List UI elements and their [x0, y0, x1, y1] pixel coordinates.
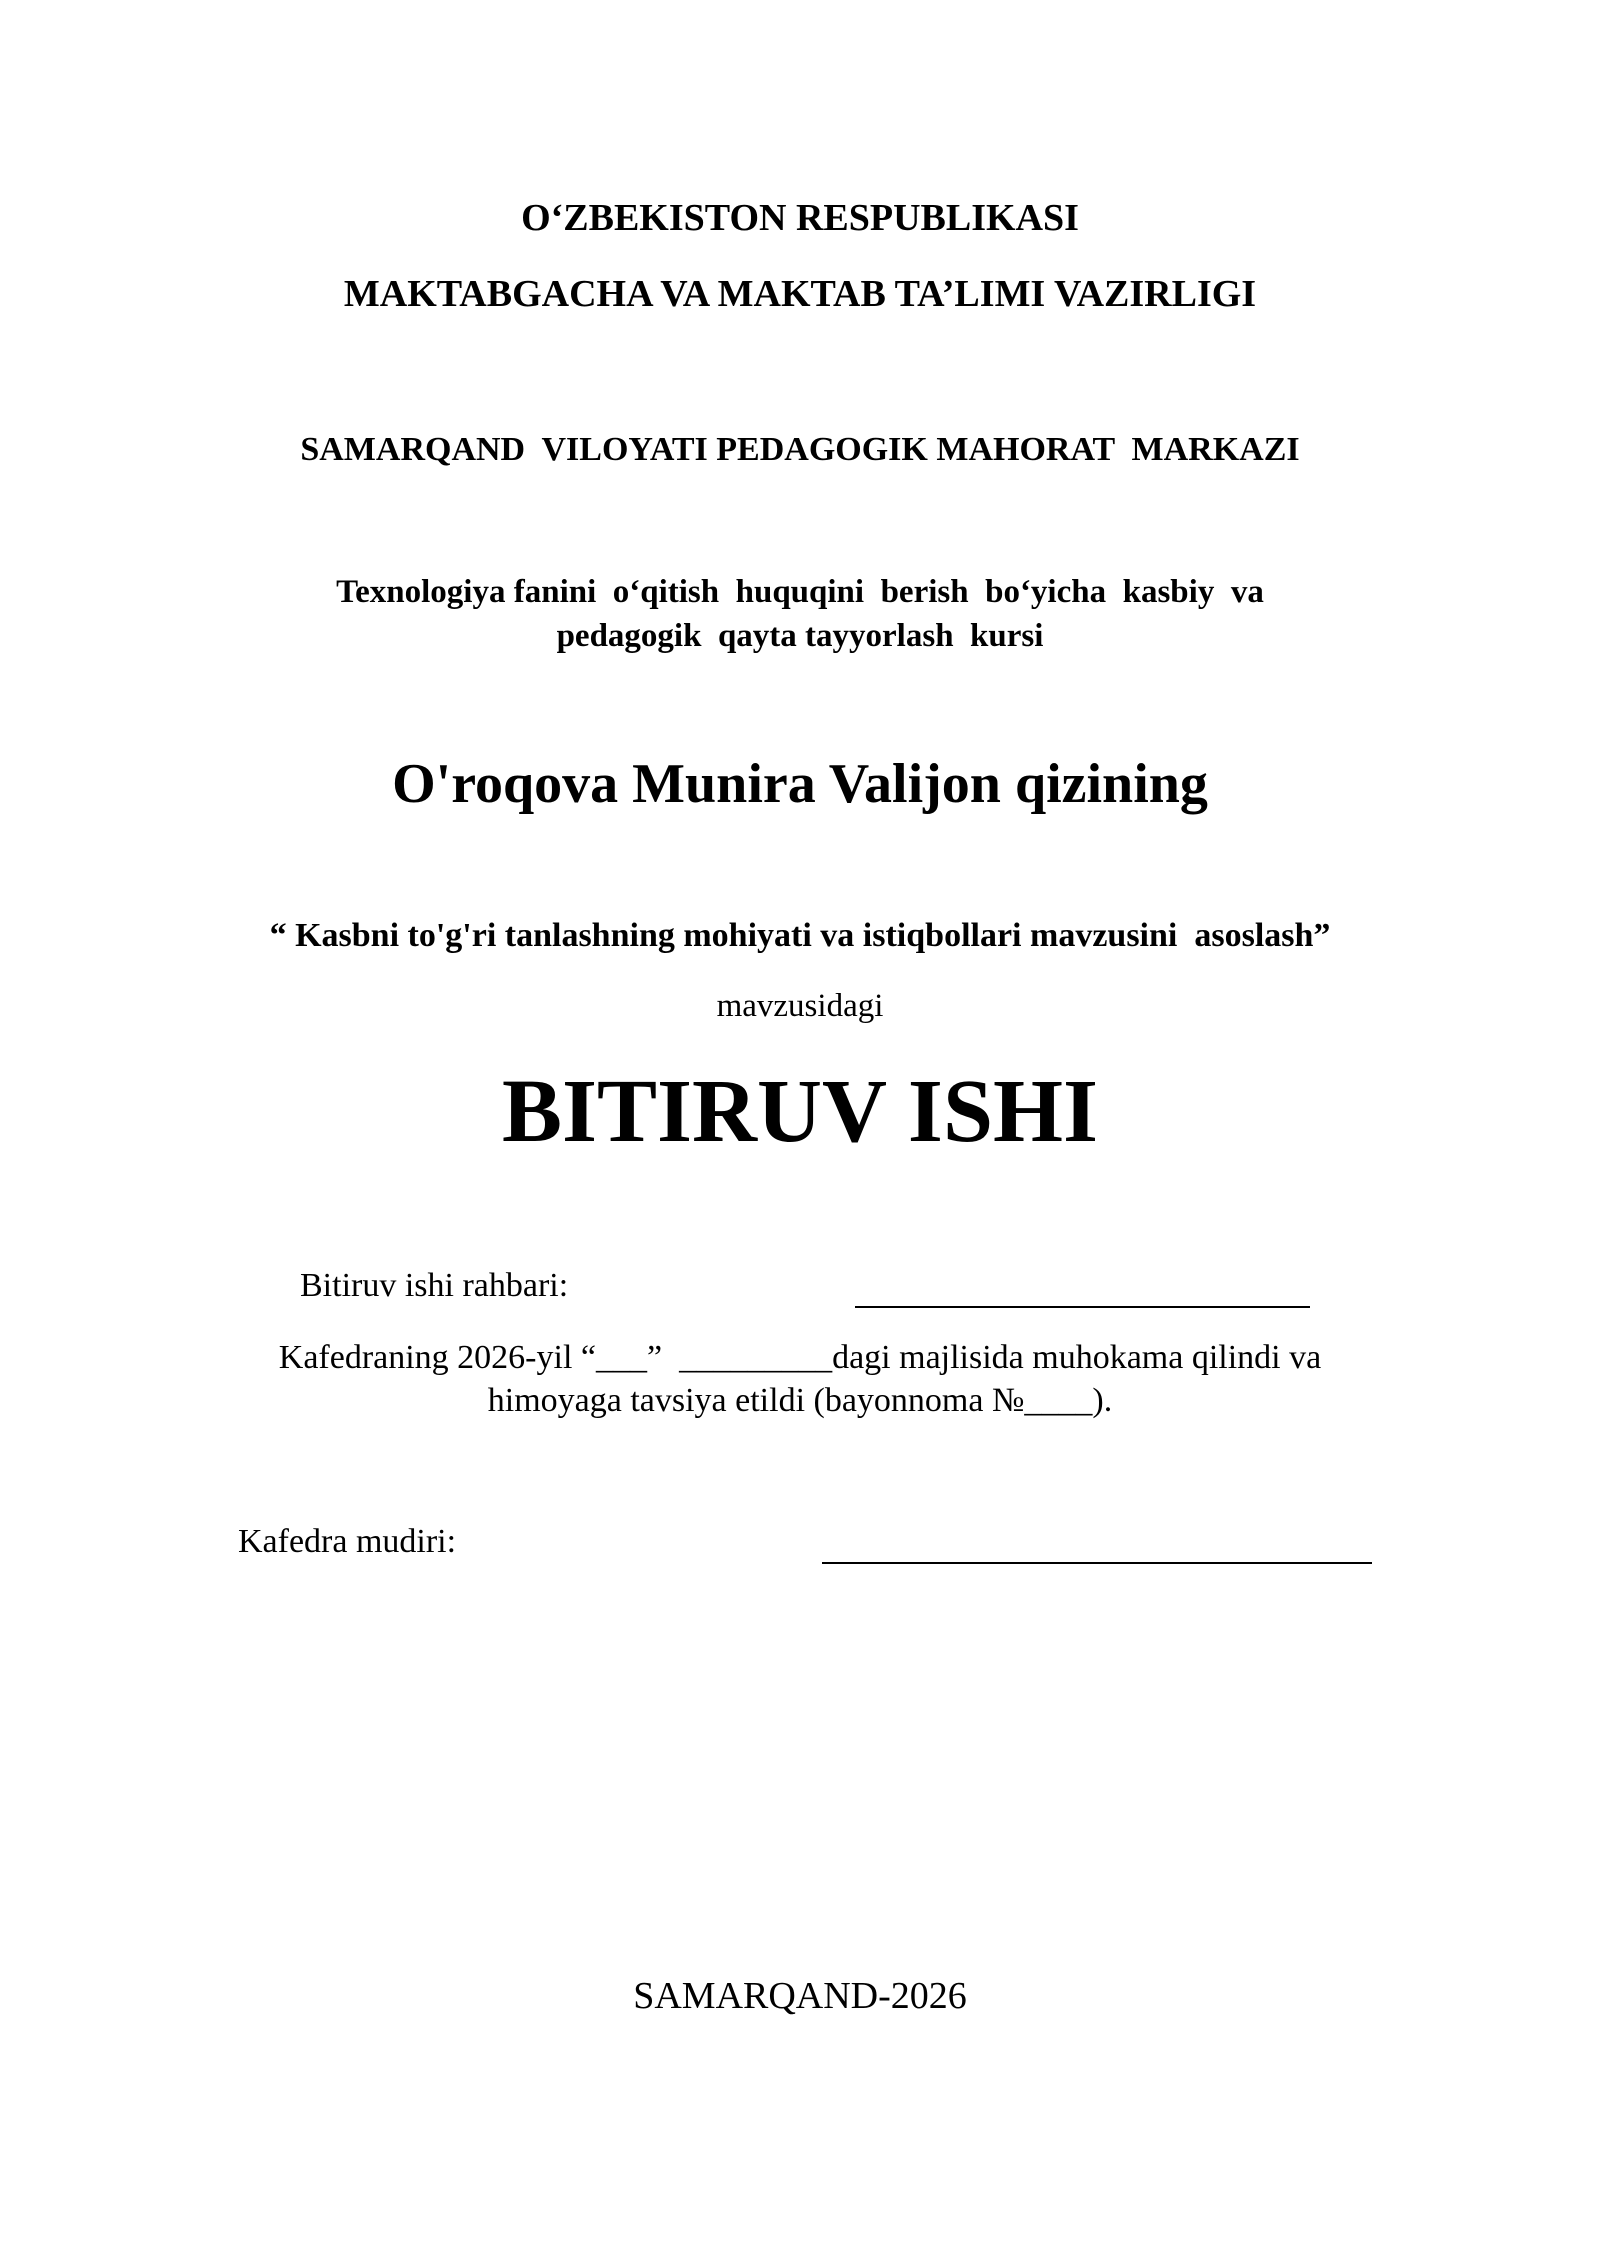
city-year: SAMARQAND-2026 [633, 1975, 967, 2017]
supervisor-label: Bitiruv ishi rahbari: [300, 1267, 569, 1304]
thesis-topic: “ Kasbni to'g'ri tanlashning mohiyati va istiqbollari mavzusini asoslash” [269, 917, 1331, 954]
supervisor-signature-line [855, 1306, 1310, 1308]
topic-suffix: mavzusidagi [716, 988, 884, 1024]
document-type-title: BITIRUV ISHI [501, 1062, 1099, 1161]
approval-text-line2: himoyaga tavsiya etildi (bayonnoma №____). [487, 1382, 1113, 1419]
ministry-title-line2: MAKTABGACHA VA MAKTAB TA’LIMI VAZIRLIGI [343, 273, 1257, 315]
department-head-label: Kafedra mudiri: [238, 1523, 457, 1560]
center-name: SAMARQAND VILOYATI PEDAGOGIK MAHORAT MARKAZI [300, 431, 1300, 468]
course-description-line1: Texnologiya fanini o‘qitish huquqini berish bo‘yicha kasbiy va [336, 574, 1264, 610]
department-head-signature-line [822, 1562, 1372, 1564]
ministry-title-line1: O‘ZBEKISTON RESPUBLIKASI [521, 197, 1079, 239]
course-description-line2: pedagogik qayta tayyorlash kursi [556, 618, 1044, 654]
approval-text-line1: Kafedraning 2026-yil “___” _________dagi majlisida muhokama qilindi va [278, 1339, 1322, 1376]
author-name: O'roqova Munira Valijon qizining [392, 753, 1208, 815]
